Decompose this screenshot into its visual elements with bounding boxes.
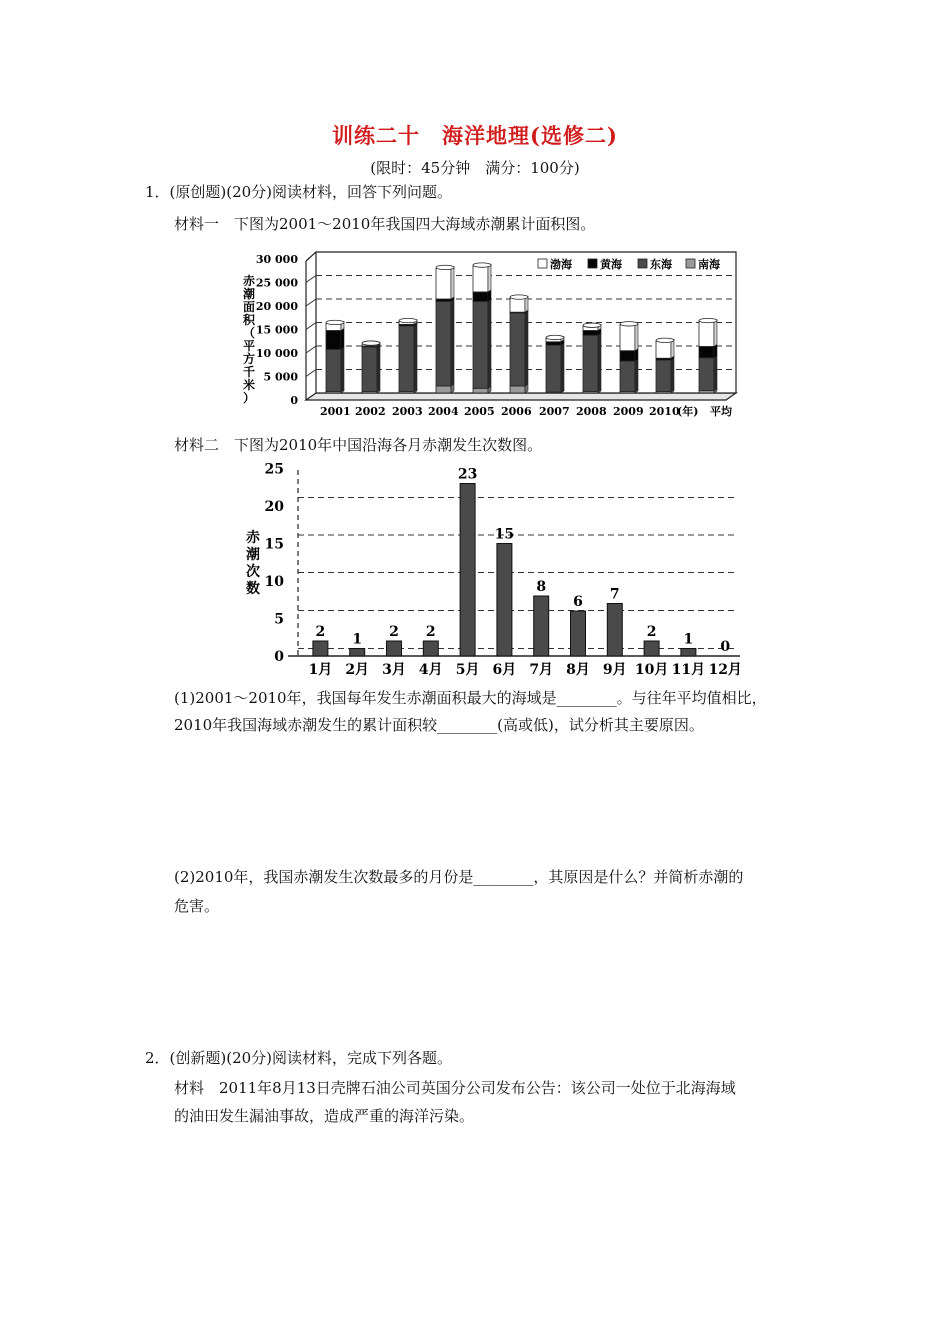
q1-material1: 材料一 下图为2001～2010年我国四大海域赤潮累计面积图。	[174, 215, 596, 233]
chart1-bar-top	[620, 322, 638, 326]
chart1-bar-side	[341, 347, 344, 391]
chart1-bar-top	[510, 295, 528, 299]
q2-stem: 2．(创新题)(20分)阅读材料，完成下列各题。	[145, 1049, 453, 1067]
chart1-bar-segment	[620, 361, 635, 392]
chart1-bar-side	[377, 345, 380, 392]
chart2-data-label: 1	[683, 631, 694, 648]
chart1-bar-top	[699, 318, 717, 322]
chart2-ylabel-char: 次	[246, 564, 260, 580]
chart1-bar-segment	[436, 386, 451, 393]
chart1-bar-segment	[699, 358, 714, 391]
q1-sub1-line2: 2010年我国海域赤潮发生的累计面积较________(高或低)，试分析其主要原因。	[174, 716, 704, 734]
chart1-bar-side	[714, 320, 717, 347]
chart2-data-label: 6	[573, 594, 583, 610]
chart1-bar-segment	[699, 346, 714, 357]
chart1-bar-segment	[436, 301, 451, 386]
chart1-bar-segment	[510, 313, 525, 386]
chart1-bar-segment	[620, 351, 635, 361]
chart2-xtick-label: 2月	[345, 662, 370, 678]
chart1-ylabel-char: 米	[242, 378, 256, 392]
chart1-bar-side	[635, 323, 638, 351]
q1-stem: 1．(原创题)(20分)阅读材料，回答下列问题。	[145, 183, 453, 201]
chart2-data-label: 2	[315, 624, 326, 640]
chart1-ylabel-char: 平	[242, 339, 256, 353]
chart2-bar	[681, 649, 696, 657]
chart1-bar-side	[451, 266, 454, 299]
chart1-bar-segment	[436, 268, 451, 299]
chart1-xtick-label: 2001	[320, 405, 351, 418]
chart1-bar-side	[341, 328, 344, 349]
chart1-xtick-label: 2002	[355, 405, 386, 418]
chart1-bar-top	[473, 263, 491, 267]
chart2-ylabel-char: 数	[246, 581, 260, 597]
chart1-bar-side	[488, 264, 491, 292]
chart2-data-label: 15	[494, 526, 515, 543]
chart1-xtick-label: 2010	[649, 405, 680, 418]
chart1-bar-segment	[473, 301, 488, 388]
chart1-ylabel-char: ）	[242, 391, 256, 405]
red-tide-area-chart	[228, 247, 748, 427]
chart2-bar	[644, 641, 659, 656]
q2-material-line2: 的油田发生漏油事故，造成严重的海洋污染。	[174, 1107, 475, 1125]
chart2-xtick-label: 1月	[308, 662, 333, 678]
chart2-ytick-label: 20	[264, 499, 284, 515]
chart2-bar	[313, 641, 328, 656]
chart1-bar-segment	[620, 325, 635, 351]
chart1-legend-label: 黄海	[600, 258, 622, 271]
chart2-ytick-label: 0	[274, 649, 284, 665]
chart1-bar-top	[399, 318, 417, 322]
chart1-bar-side	[598, 333, 601, 391]
chart1-ylabel-char: 千	[242, 365, 256, 379]
chart1-gridline-diag	[306, 299, 316, 306]
chart1-bar-segment	[546, 345, 561, 392]
chart2-xtick-label: 10月	[634, 662, 669, 678]
chart2-ytick-label: 15	[264, 536, 284, 553]
chart1-ylabel-char: 积	[242, 313, 256, 327]
chart1-ylabel-char: 方	[242, 352, 256, 366]
chart1-bar-segment	[326, 349, 341, 391]
chart2-xtick-label: 4月	[418, 662, 443, 678]
chart2-xtick-label: 8月	[566, 662, 590, 678]
chart2-xtick-label: 12月	[708, 662, 742, 678]
chart1-bar-top	[326, 320, 344, 324]
chart1-bar-side	[488, 299, 491, 388]
chart2-ylabel-char: 赤	[246, 530, 260, 546]
chart1-bar-segment	[546, 342, 561, 345]
chart1-bar-segment	[362, 347, 377, 392]
chart1-bar-segment	[510, 298, 525, 312]
chart2-data-label: 2	[646, 624, 657, 640]
chart1-bar-segment	[656, 360, 671, 391]
chart1-bar-segment	[473, 292, 488, 301]
chart2-data-label: 0	[720, 639, 731, 655]
chart2-bar	[350, 649, 365, 657]
chart2-xtick-label: 7月	[529, 662, 554, 678]
chart1-ylabel-char: 潮	[242, 287, 256, 301]
chart1-bar-side	[561, 343, 564, 392]
chart2-xtick-label: 11月	[671, 662, 706, 678]
chart2-xtick-label: 3月	[382, 662, 406, 678]
chart1-bar-segment	[656, 341, 671, 358]
chart2-xtick-label: 5月	[455, 662, 480, 678]
chart1-bar-segment	[326, 330, 341, 349]
chart2-data-label: 23	[457, 466, 478, 483]
chart2-bar	[423, 641, 438, 656]
chart1-bar-segment	[473, 266, 488, 292]
chart1-bar-segment	[510, 386, 525, 393]
chart1-gridline-diag	[306, 276, 316, 283]
chart1-ytick-label: 30 000	[255, 253, 298, 266]
q1-sub2-line1: (2)2010年，我国赤潮发生次数最多的月份是________，其原因是什么？并简析赤潮的	[174, 868, 744, 886]
chart2-bar	[460, 484, 475, 657]
chart1-bar-segment	[583, 335, 598, 391]
chart2-data-label: 8	[536, 579, 547, 595]
chart1-bar-top	[362, 341, 380, 345]
chart1-ylabel-char: （	[242, 326, 256, 340]
chart1-xtick-label: 平均	[710, 405, 732, 418]
chart2-bar	[571, 611, 586, 656]
red-tide-count-chart	[238, 458, 748, 683]
chart2-ylabel-char: 潮	[246, 547, 260, 563]
chart1-gridline-diag	[306, 346, 316, 353]
chart1-bar-segment	[473, 388, 488, 393]
chart1-xtick-label: 2009	[613, 405, 644, 418]
chart1-xtick-label: 2006	[501, 405, 532, 418]
chart1-bar-top	[656, 338, 674, 342]
q1-sub1-line1: (1)2001～2010年，我国每年发生赤潮面积最大的海域是________。与往年平均值相比，	[174, 689, 767, 707]
chart1-bar-side	[414, 324, 417, 392]
chart1-xtick-label: 2003	[392, 405, 423, 418]
chart2-data-label: 2	[389, 624, 399, 640]
chart1-bar-top	[546, 335, 564, 339]
chart1-ytick-label: 15 000	[255, 323, 298, 337]
chart2-bar	[497, 544, 512, 657]
chart1-legend-label: 渤海	[550, 258, 572, 271]
chart1-bar-segment	[399, 326, 414, 392]
chart1-legend-label: 南海	[698, 258, 720, 271]
chart1-ylabel-char: 面	[242, 300, 256, 314]
chart1-legend-swatch	[686, 259, 695, 268]
chart1-xtick-label: 2004	[428, 405, 459, 418]
chart1-bar-top	[583, 323, 601, 327]
page-subtitle: (限时：45分钟 满分：100分)	[370, 159, 580, 177]
chart1-ytick-label: 20 000	[255, 300, 298, 313]
chart2-ytick-label: 10	[264, 574, 284, 590]
chart2-bar	[607, 604, 622, 657]
chart1-xtick-label: 2007	[539, 405, 570, 418]
chart2-bar	[534, 596, 549, 656]
chart1-gridline-diag	[306, 323, 316, 330]
chart1-ytick-label: 5 000	[263, 370, 298, 384]
chart1-ytick-label: 0	[290, 394, 298, 407]
chart1-legend-swatch	[588, 259, 597, 268]
chart2-data-label: 2	[425, 624, 436, 640]
chart1-bar-side	[635, 359, 638, 392]
chart2-data-label: 1	[352, 631, 363, 648]
chart2-xtick-label: 9月	[602, 662, 627, 678]
q1-material2: 材料二 下图为2010年中国沿海各月赤潮发生次数图。	[174, 436, 543, 454]
chart1-legend-swatch	[638, 259, 647, 268]
chart1-bar-side	[525, 311, 528, 386]
q1-sub2-line2: 危害。	[174, 897, 220, 915]
chart2-xtick-label: 6月	[492, 662, 517, 678]
chart1-ylabel-char: 赤	[242, 274, 256, 288]
chart2-data-label: 7	[609, 586, 620, 603]
chart2-bar	[387, 641, 402, 656]
chart2-ytick-label: 5	[274, 611, 284, 628]
chart1-legend-swatch	[538, 259, 547, 268]
chart1-xtick-label: 2008	[576, 405, 607, 418]
page-title: 训练二十 海洋地理(选修二)	[332, 123, 618, 148]
chart1-ytick-label: 10 000	[255, 347, 298, 360]
chart1-bar-segment	[583, 330, 598, 335]
chart1-bar-side	[451, 299, 454, 386]
chart1-xtick-label: (年)	[677, 405, 699, 418]
chart1-xtick-label: 2005	[464, 405, 495, 418]
chart2-ytick-label: 25	[264, 461, 284, 478]
chart1-legend-label: 东海	[650, 258, 672, 271]
chart1-ytick-label: 25 000	[255, 276, 298, 290]
chart1-gridline-diag	[306, 370, 316, 377]
q2-material-line1: 材料 2011年8月13日壳牌石油公司英国分公司发布公告：该公司一处位于北海海域	[174, 1079, 736, 1097]
chart1-bar-top	[436, 265, 454, 269]
chart1-bar-side	[714, 356, 717, 391]
chart1-bar-side	[671, 358, 674, 391]
chart1-bar-segment	[699, 322, 714, 347]
